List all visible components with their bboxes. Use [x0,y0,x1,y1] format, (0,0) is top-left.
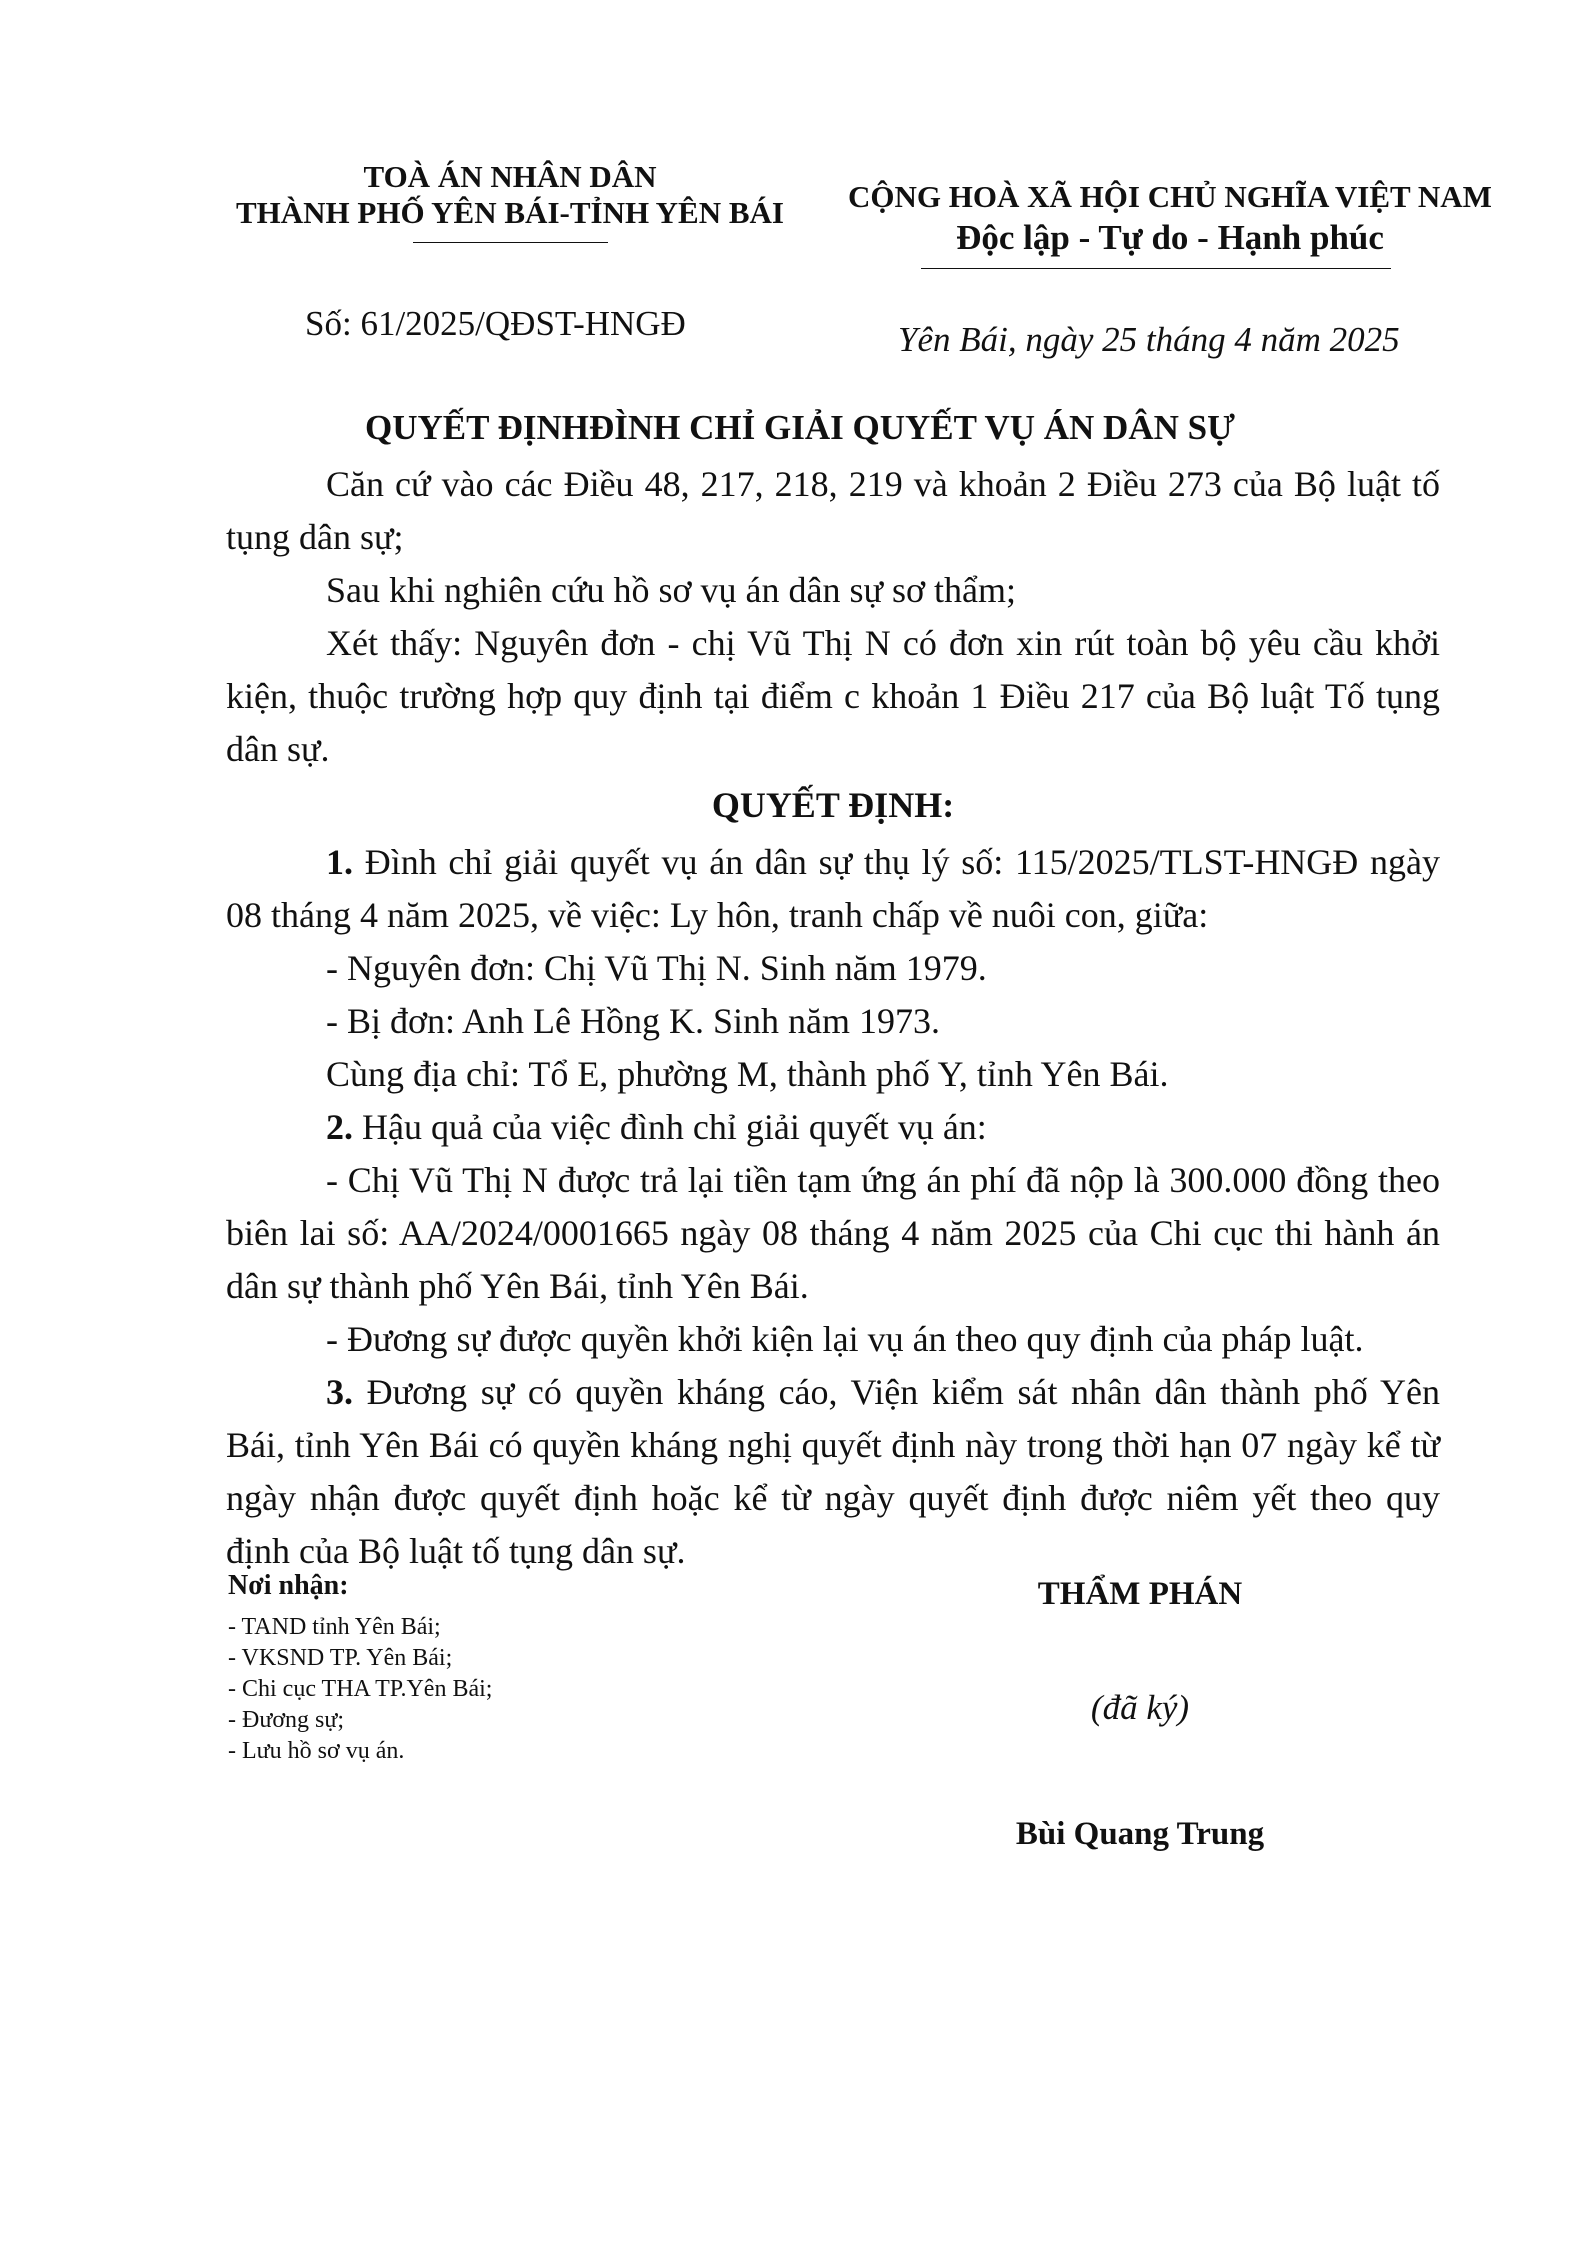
item-3-label: 3. [326,1372,353,1412]
item-1-address: Cùng địa chỉ: Tổ E, phường M, thành phố Y, tỉnh Yên Bái. [326,1054,1169,1094]
judge-title: THẨM PHÁN [1037,1576,1243,1612]
court-name-line1: TOÀ ÁN NHÂN DÂN [363,159,657,194]
item-1-label: 1. [326,842,353,882]
recipient-item: - VKSND TP. Yên Bái; [228,1645,453,1671]
item-2-label: 2. [326,1107,353,1147]
decision-item-3 [226,1366,1440,1578]
item-1-defendant: - Bị đơn: Anh Lê Hồng K. Sinh năm 1973. [326,1001,941,1041]
recipient-item: - Chi cục THA TP.Yên Bái; [228,1676,493,1702]
document-title: QUYẾT ĐỊNHĐÌNH CHỈ GIẢI QUYẾT VỤ ÁN DÂN SỰ [365,408,1235,447]
item-1-plaintiff: - Nguyên đơn: Chị Vũ Thị N. Sinh năm 1979. [326,948,987,988]
national-motto: Độc lập - Tự do - Hạnh phúc [956,218,1384,257]
court-underline [413,242,608,243]
item-1-text: Đình chỉ giải quyết vụ án dân sự thụ lý số: 115/2025/TLST-HNGĐ ngày 08 tháng 4 năm 2025, về việc: Ly hôn, tranh chấp về nuôi con, giữa: [226,842,1440,935]
judge-name: Bùi Quang Trung [1015,1816,1265,1852]
preamble-review: Sau khi nghiên cứu hồ sơ vụ án dân sự sơ thẩm; [326,570,1017,610]
republic-name: CỘNG HOÀ XÃ HỘI CHỦ NGHĨA VIỆT NAM [848,179,1492,214]
item-2-right: - Đương sự được quyền khởi kiện lại vụ án theo quy định của pháp luật. [326,1319,1364,1359]
decision-number: Số: 61/2025/QĐST-HNGĐ [305,304,686,343]
recipients-title: Nơi nhận: [228,1570,349,1601]
decision-heading: QUYẾT ĐỊNH: [711,785,955,825]
recipient-item: - Đương sự; [228,1707,345,1733]
decision-date: Yên Bái, ngày 25 tháng 4 năm 2025 [898,320,1400,359]
signed-note: (đã ký) [1090,1688,1190,1727]
recipient-item: - Lưu hồ sơ vụ án. [228,1738,405,1764]
item-2-text: Hậu quả của việc đình chỉ giải quyết vụ án: [362,1107,987,1147]
court-name-line2: THÀNH PHỐ YÊN BÁI-TỈNH YÊN BÁI [235,195,784,230]
preamble-legal-basis: Căn cứ vào các Điều 48, 217, 218, 219 và khoản 2 Điều 273 của Bộ luật tố tụng dân sự; [226,464,1440,557]
decision-item-2 [226,1101,1440,1154]
document-body [226,458,1440,1578]
motto-underline [921,268,1391,269]
recipients-list [228,1612,492,1767]
preamble-consideration: Xét thấy: Nguyên đơn - chị Vũ Thị N có đơn xin rút toàn bộ yêu cầu khởi kiện, thuộc trường hợp quy định tại điểm c khoản 1 Điều 217 của Bộ luật Tố tụng dân sự. [226,623,1440,769]
recipient-item: - TAND tỉnh Yên Bái; [228,1614,441,1640]
decision-item-1 [226,836,1440,942]
item-2-refund: - Chị Vũ Thị N được trả lại tiền tạm ứng án phí đã nộp là 300.000 đồng theo biên lai số: AA/2024/0001665 ngày 08 tháng 4 năm 2025 của Chi cục thi hành án dân sự thành phố Yên Bái, tỉnh Yên Bái. [226,1160,1440,1306]
item-3-text: Đương sự có quyền kháng cáo, Viện kiểm sát nhân dân thành phố Yên Bái, tỉnh Yên Bái có quyền kháng nghị quyết định này trong thời hạn 07 ngày kể từ ngày nhận được quyết định hoặc kể từ ngày quyết định được niêm yết theo quy định của Bộ luật tố tụng dân sự. [226,1372,1440,1571]
